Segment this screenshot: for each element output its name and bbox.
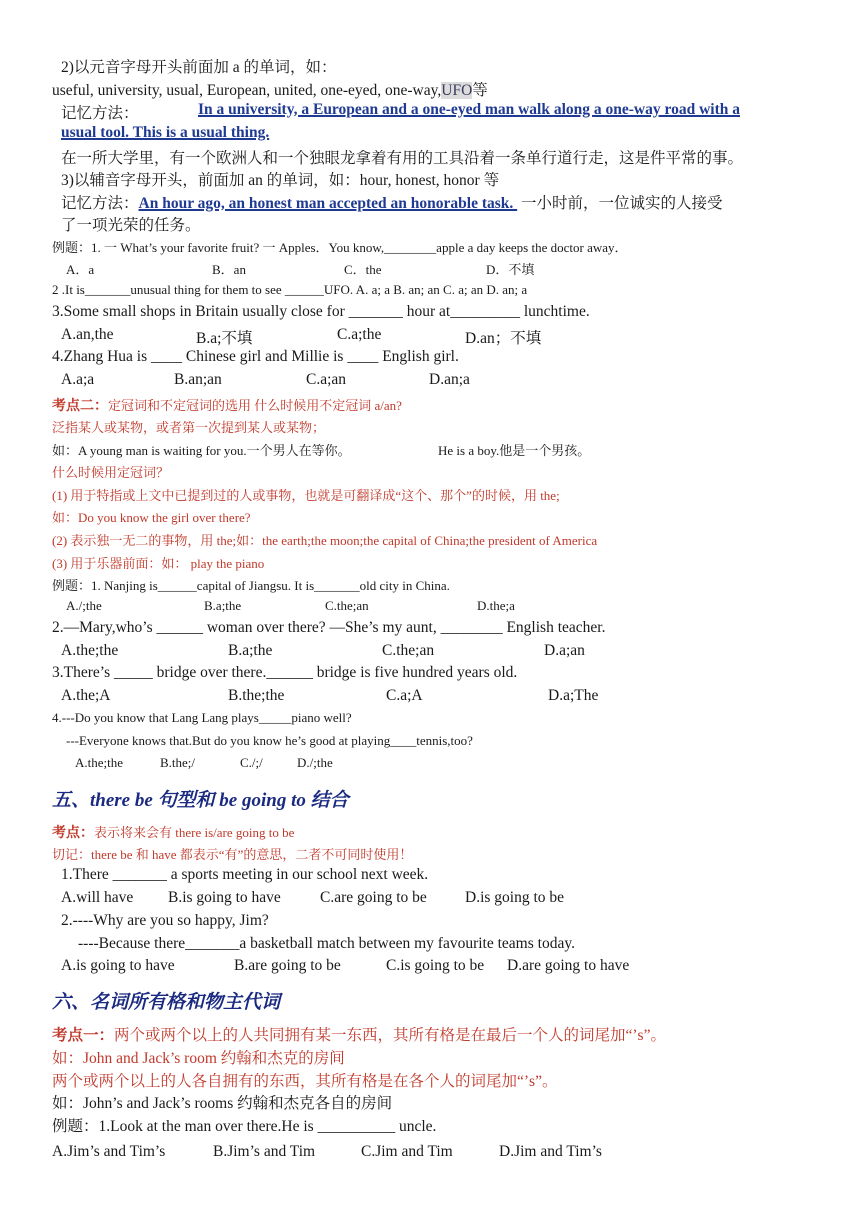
sec5-q2-b: ----Because there_______a basketball match between my favourite teams today. — [78, 935, 575, 952]
sec5-q2-opt-b: B.are going to be — [234, 957, 341, 974]
kd2-point1: (1) 用于特指或上文中已提到过的人或事物，也就是可翻译成“这个、那个”的时候，用 the; — [52, 488, 560, 503]
sec6-rule-2: 两个或两个以上的人各自拥有的东西，其所有格是在各个人的词尾加“’s”。 — [52, 1073, 558, 1090]
ex2-q1-opt-c: C.the;an — [325, 598, 369, 613]
ex1-q1-opt-d: D．不填 — [486, 262, 535, 277]
ex2-q2-opt-b: B.a;the — [228, 642, 273, 659]
sec5-q2-a: 2.----Why are you so happy, Jim? — [61, 912, 269, 929]
sec5-kd-line — [52, 822, 294, 842]
ex2-q2: 2.—Mary,who’s ______ woman over there? —She’s my aunt, ________ English teacher. — [52, 619, 606, 636]
rule3-heading: 3)以辅音字母开头，前面加 an 的单词，如：hour, honest, honor 等 — [61, 172, 500, 189]
sec6-example-1: 如：John and Jack’s room 约翰和杰克的房间 — [52, 1050, 345, 1067]
sec5-kd-label: 考点： — [52, 826, 94, 841]
sec5-note: 切记：there be 和 have 都表示“有”的意思，二者不可同时使用！ — [52, 847, 413, 862]
ex1-q3-opt-a: A.an,the — [61, 326, 114, 343]
ex2-q4-opt-c: C./;/ — [240, 755, 263, 770]
ex1-q3: 3.Some small shops in Britain usually close for _______ hour at_________ lunchtime. — [52, 303, 590, 320]
rule2-deng: 等 — [472, 82, 488, 99]
sec6-q1: 例题：1.Look at the man over there.He is __________ uncle. — [52, 1118, 437, 1135]
kd2-title: 定冠词和不定冠词的选用 什么时候用不定冠词 a/an? — [108, 398, 402, 413]
sec6-q1-opt-b: B.Jim’s and Tim — [213, 1143, 316, 1160]
rule2-heading: 2)以元音字母开头前面加 a 的单词，如： — [61, 59, 337, 76]
rule2-memory-cn: 在一所大学里，有一个欧洲人和一个独眼龙拿着有用的工具沿着一条单行道行走，这是件平常的事。 — [61, 150, 744, 167]
ex1-q1-opt-b: B．an — [212, 262, 246, 277]
rule3-memory-label: 记忆方法： — [61, 195, 139, 212]
rule3-memory-en: An hour ago, an honest man accepted an honorable task. — [138, 195, 518, 212]
sec5-q1-opt-c: C.are going to be — [320, 889, 427, 906]
sec5-kd-text: 表示将来会有 there is/are going to be — [94, 825, 295, 840]
ex2-q4-a: 4.---Do you know that Lang Lang plays_____piano well? — [52, 710, 352, 725]
sec5-q2-opt-d: D.are going to have — [507, 957, 630, 974]
ex2-q3-opt-b: B.the;the — [228, 687, 285, 704]
ex1-q1-opt-a: A．a — [66, 262, 95, 277]
ex2-q1-opt-d: D.the;a — [477, 598, 515, 613]
kd2-when-the: 什么时候用定冠词？ — [52, 465, 170, 480]
sec6-q1-opt-d: D.Jim and Tim’s — [499, 1143, 602, 1160]
kd2-label: 考点二： — [52, 399, 108, 414]
sec5-q1: 1.There _______ a sports meeting in our school next week. — [61, 866, 429, 883]
ex2-q4-opt-a: A.the;the — [75, 755, 124, 770]
ex1-q3-opt-c: C.a;the — [337, 326, 382, 343]
ufo-highlight: UFO — [441, 82, 473, 99]
rule2-words — [52, 78, 488, 100]
ex1-q4-opt-a: A.a;a — [61, 371, 95, 388]
rule2-word-list: useful, university, usual, European, united, one-eyed, one-way, — [52, 82, 442, 99]
ex1-q1-opt-c: C．the — [344, 262, 382, 277]
ex2-q3-opt-c: C.a;A — [386, 687, 423, 704]
kd2-point2: (2) 表示独一无二的事物，用 the;如：the earth;the moon;the capital of China;the president of America — [52, 533, 598, 548]
ex2-q2-opt-d: D.a;an — [544, 642, 585, 659]
section6-heading: 六、名词所有格和物主代词 — [52, 992, 281, 1013]
rule3-memory-cn-1: 一小时前，一位诚实的人接受 — [521, 195, 723, 212]
kd2-title-line — [52, 395, 402, 415]
sec5-q1-opt-b: B.is going to have — [168, 889, 281, 906]
ex2-q1-opt-b: B.a;the — [204, 598, 242, 613]
ex2-q3: 3.There’s _____ bridge over there.______ bridge is five hundred years old. — [52, 664, 518, 681]
ex1-q1: 例题：1. 一 What’s your favorite fruit? 一 Apples．You know,________apple a day keeps the doctor away． — [52, 240, 628, 255]
kd2-example-a: 如：A young man is waiting for you.一个男人在等你。 — [52, 443, 351, 458]
ex1-q3-opt-d: D.an；不填 — [465, 330, 542, 347]
sec5-q1-opt-d: D.is going to be — [465, 889, 565, 906]
ex2-q1: 例题：1. Nanjing is______capital of Jiangsu. It is_______old city in China. — [52, 578, 450, 593]
ex2-q3-opt-d: D.a;The — [548, 687, 599, 704]
rule3-memory-cn-2: 了一项光荣的任务。 — [61, 217, 201, 234]
ex2-q4-opt-b: B.the;/ — [160, 755, 196, 770]
rule2-memory-label: 记忆方法： — [61, 105, 139, 122]
rule3-memory-line — [61, 191, 723, 213]
kd2-example-b: He is a boy.他是一个男孩。 — [438, 443, 591, 458]
kd2-point1-example: 如：Do you know the girl over there? — [52, 510, 251, 525]
ex1-q3-opt-b: B.a;不填 — [196, 330, 253, 347]
ex1-q2: 2 .It is_______unusual thing for them to see ______UFO. A. a; a B. an; an C. a; an D. an; a — [52, 282, 528, 297]
sec5-q1-opt-a: A.will have — [61, 889, 134, 906]
ex2-q2-opt-c: C.the;an — [382, 642, 435, 659]
kd2-point3: (3) 用于乐器前面：如： play the piano — [52, 556, 265, 571]
rule2-memory-en-2: usual tool. This is a usual thing. — [61, 124, 270, 141]
rule2-memory-en-1: In a university, a European and a one-eyed man walk along a one-way road with a — [198, 101, 741, 118]
sec6-kd-label: 考点一： — [52, 1027, 115, 1044]
kd2-line1: 泛指某人或某物，或者第一次提到某人或某物； — [52, 420, 326, 435]
section5-heading: 五、there be 句型和 be going to 结合 — [52, 790, 349, 811]
ex2-q1-opt-a: A./;the — [66, 598, 102, 613]
sec6-q1-opt-a: A.Jim’s and Tim’s — [52, 1143, 166, 1160]
ex2-q2-opt-a: A.the;the — [61, 642, 119, 659]
ex1-q4: 4.Zhang Hua is ____ Chinese girl and Millie is ____ English girl. — [52, 348, 459, 365]
sec5-q2-opt-c: C.is going to be — [386, 957, 485, 974]
sec6-q1-opt-c: C.Jim and Tim — [361, 1143, 453, 1160]
sec5-q2-opt-a: A.is going to have — [61, 957, 175, 974]
ex1-q4-opt-d: D.an;a — [429, 371, 470, 388]
sec6-kd-text: 两个或两个以上的人共同拥有某一东西，其所有格是在最后一个人的词尾加“’s”。 — [114, 1027, 666, 1044]
sec6-kd-line — [52, 1023, 666, 1045]
ex1-q4-opt-b: B.an;an — [174, 371, 222, 388]
sec6-example-2: 如：John’s and Jack’s rooms 约翰和杰克各自的房间 — [52, 1095, 393, 1112]
ex2-q3-opt-a: A.the;A — [61, 687, 111, 704]
ex2-q4-b: ---Everyone knows that.But do you know he’s good at playing____tennis,too? — [66, 733, 473, 748]
ex1-q4-opt-c: C.a;an — [306, 371, 347, 388]
ex2-q4-opt-d: D./;the — [297, 755, 333, 770]
